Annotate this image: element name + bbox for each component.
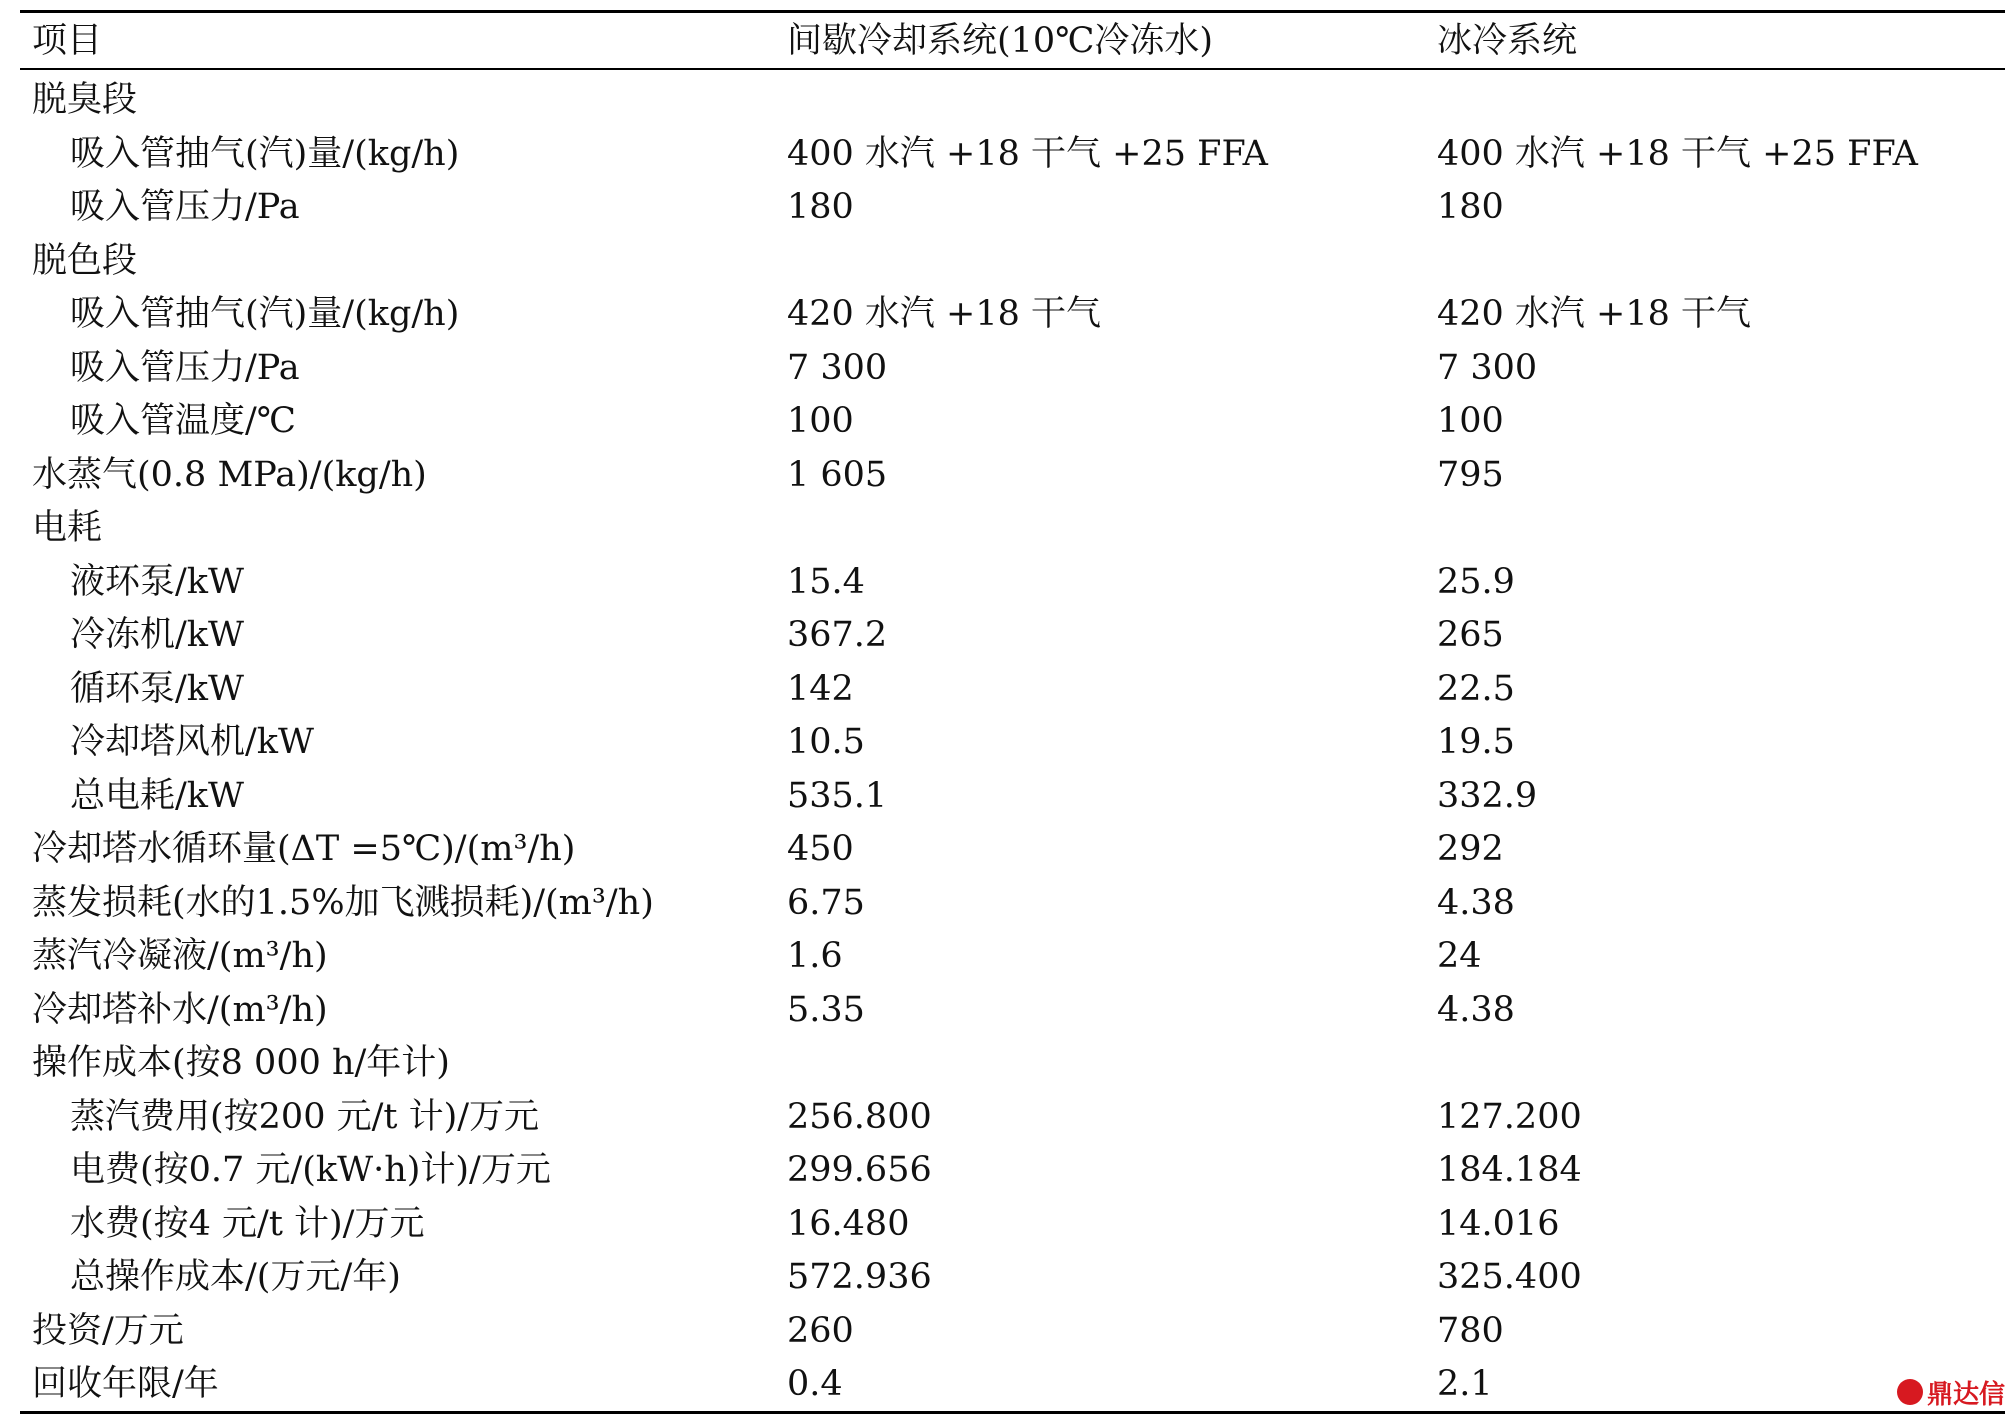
- table-row: [0, 501, 2013, 555]
- row-item-label: 冷却塔水循环量(ΔT =5℃)/(m³/h): [32, 829, 576, 869]
- row-item-label: 吸入管压力/Pa: [70, 187, 300, 227]
- row-intermittent-cooling-value: 10.5: [787, 722, 865, 762]
- table-row: [0, 127, 2013, 181]
- table-row: [0, 769, 2013, 823]
- row-intermittent-cooling-value: 100: [787, 401, 854, 441]
- table-row: [0, 1250, 2013, 1304]
- watermark-seal-icon: [1897, 1379, 1923, 1405]
- row-intermittent-cooling-value: 299.656: [787, 1150, 932, 1190]
- row-item-label: 吸入管温度/℃: [70, 401, 296, 441]
- table-row: [0, 341, 2013, 395]
- row-item-label: 蒸发损耗(水的1.5%加飞溅损耗)/(m³/h): [32, 882, 654, 923]
- table-top-rule: [20, 10, 2005, 13]
- table-row: [0, 1357, 2013, 1411]
- row-intermittent-cooling-value: 6.75: [787, 882, 865, 923]
- row-ice-cooling-value: 22.5: [1437, 668, 1515, 709]
- row-item-label: 循环泵/kW: [70, 668, 244, 709]
- row-intermittent-cooling-value: 7 300: [787, 347, 888, 388]
- row-item-label: 投资/万元: [32, 1310, 184, 1351]
- row-item-label: 吸入管抽气(汽)量/(kg/h): [70, 133, 460, 174]
- watermark-text: 鼎达信: [1926, 1379, 2005, 1410]
- table-row: [0, 394, 2013, 448]
- row-intermittent-cooling-value: 1.6: [787, 936, 843, 976]
- row-item-label: 蒸汽费用(按200 元/t 计)/万元: [70, 1096, 540, 1137]
- table-row: [0, 180, 2013, 234]
- table-row: [0, 983, 2013, 1037]
- row-item-label: 吸入管抽气(汽)量/(kg/h): [70, 294, 460, 334]
- row-intermittent-cooling-value: 420 水汽 +18 干气: [787, 294, 1102, 334]
- row-item-label: 电耗: [32, 508, 103, 548]
- header-item: 项目: [32, 21, 103, 61]
- row-intermittent-cooling-value: 450: [787, 829, 854, 869]
- row-ice-cooling-value: 127.200: [1437, 1096, 1582, 1137]
- row-item-label: 电费(按0.7 元/(kW·h)计)/万元: [70, 1150, 551, 1190]
- row-item-label: 冷冻机/kW: [70, 615, 244, 655]
- watermark-logo: [1897, 1375, 2005, 1409]
- row-item-label: 脱色段: [32, 240, 138, 281]
- table-row: [0, 287, 2013, 341]
- table-bottom-rule: [20, 1411, 2005, 1414]
- header-intermittent-cooling: 间歇冷却系统(10℃冷冻水): [787, 21, 1213, 61]
- row-intermittent-cooling-value: 400 水汽 +18 干气 +25 FFA: [787, 133, 1268, 174]
- table-row: [0, 555, 2013, 609]
- row-intermittent-cooling-value: 535.1: [787, 775, 888, 816]
- row-item-label: 操作成本(按8 000 h/年计): [32, 1043, 450, 1083]
- table-row: [0, 1197, 2013, 1251]
- row-ice-cooling-value: 25.9: [1437, 561, 1515, 602]
- table-row: [0, 929, 2013, 983]
- header-ice-cooling: 冰冷系统: [1437, 21, 1578, 61]
- row-ice-cooling-value: 332.9: [1437, 775, 1538, 816]
- table-row: [0, 608, 2013, 662]
- row-ice-cooling-value: 780: [1437, 1310, 1504, 1351]
- row-ice-cooling-value: 184.184: [1437, 1150, 1582, 1190]
- row-item-label: 液环泵/kW: [70, 561, 244, 602]
- row-intermittent-cooling-value: 256.800: [787, 1096, 932, 1137]
- table-row: [0, 1090, 2013, 1144]
- table-row: [0, 822, 2013, 876]
- row-ice-cooling-value: 100: [1437, 401, 1504, 441]
- table-row: [0, 73, 2013, 127]
- row-ice-cooling-value: 4.38: [1437, 882, 1515, 923]
- row-item-label: 水费(按4 元/t 计)/万元: [70, 1203, 425, 1244]
- row-intermittent-cooling-value: 572.936: [787, 1257, 932, 1297]
- row-intermittent-cooling-value: 16.480: [787, 1203, 910, 1244]
- row-item-label: 回收年限/年: [32, 1364, 219, 1404]
- row-item-label: 蒸汽冷凝液/(m³/h): [32, 936, 328, 976]
- row-item-label: 冷却塔补水/(m³/h): [32, 989, 328, 1030]
- row-ice-cooling-value: 4.38: [1437, 989, 1515, 1030]
- row-ice-cooling-value: 7 300: [1437, 347, 1538, 388]
- row-intermittent-cooling-value: 142: [787, 668, 854, 709]
- row-intermittent-cooling-value: 5.35: [787, 989, 865, 1030]
- row-ice-cooling-value: 420 水汽 +18 干气: [1437, 294, 1752, 334]
- row-intermittent-cooling-value: 260: [787, 1310, 854, 1351]
- row-intermittent-cooling-value: 367.2: [787, 615, 888, 655]
- row-ice-cooling-value: 795: [1437, 454, 1504, 495]
- row-ice-cooling-value: 2.1: [1437, 1364, 1493, 1404]
- row-ice-cooling-value: 24: [1437, 936, 1482, 976]
- table-row: [0, 662, 2013, 716]
- table-header-rule: [20, 68, 2005, 70]
- table-row: [0, 448, 2013, 502]
- row-item-label: 冷却塔风机/kW: [70, 722, 314, 762]
- row-ice-cooling-value: 400 水汽 +18 干气 +25 FFA: [1437, 133, 1918, 174]
- table-row: [0, 715, 2013, 769]
- row-intermittent-cooling-value: 180: [787, 187, 854, 227]
- row-item-label: 脱臭段: [32, 80, 138, 120]
- row-ice-cooling-value: 265: [1437, 615, 1504, 655]
- row-item-label: 总电耗/kW: [70, 775, 244, 816]
- row-ice-cooling-value: 292: [1437, 829, 1504, 869]
- table-row: [0, 1304, 2013, 1358]
- row-intermittent-cooling-value: 15.4: [787, 561, 865, 602]
- table-row: [0, 876, 2013, 930]
- table-row: [0, 234, 2013, 288]
- table-row: [0, 1036, 2013, 1090]
- row-ice-cooling-value: 180: [1437, 187, 1504, 227]
- row-intermittent-cooling-value: 1 605: [787, 454, 888, 495]
- row-ice-cooling-value: 14.016: [1437, 1203, 1560, 1244]
- row-intermittent-cooling-value: 0.4: [787, 1364, 843, 1404]
- row-ice-cooling-value: 325.400: [1437, 1257, 1582, 1297]
- table-row: [0, 1143, 2013, 1197]
- row-item-label: 水蒸气(0.8 MPa)/(kg/h): [32, 454, 427, 495]
- row-ice-cooling-value: 19.5: [1437, 722, 1515, 762]
- row-item-label: 总操作成本/(万元/年): [70, 1257, 401, 1297]
- row-item-label: 吸入管压力/Pa: [70, 347, 300, 388]
